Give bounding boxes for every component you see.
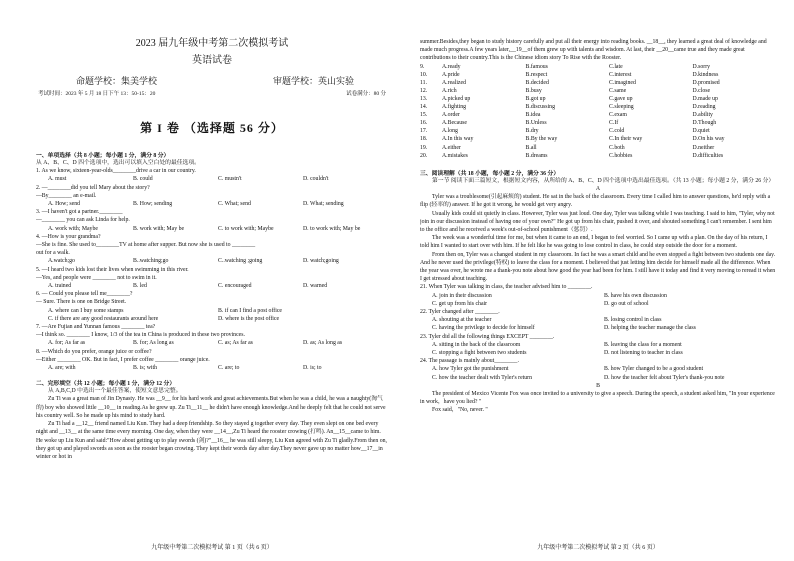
option-row <box>36 339 388 347</box>
answer-option[interactable]: A. sitting in the back of the classroom <box>432 341 521 348</box>
cloze-number: 18. <box>420 136 428 143</box>
section3-title: 三、阅读理解（共 18 小题，每小题 2 分，满分 36 分） <box>420 170 560 177</box>
question-stem: 5. —I heard two kids lost their lives when swimming in this river. <box>36 266 189 273</box>
option-row <box>420 365 776 381</box>
answer-option[interactable]: C.hobbies <box>609 152 633 159</box>
answer-option[interactable]: C.sleeping <box>609 104 634 111</box>
passage-a-label: A <box>595 185 601 192</box>
answer-option[interactable]: D.Though <box>692 120 717 127</box>
question-stem: 1. As we know, sixteen-year-olds________drive a car in our country. <box>36 168 196 175</box>
answer-option[interactable]: D.difficulties <box>692 152 724 159</box>
answer-option[interactable]: A. for; As far as <box>48 340 86 347</box>
option-row <box>420 341 776 357</box>
answer-option[interactable]: B. How; sending <box>133 201 173 208</box>
cloze-number: 12. <box>420 87 428 94</box>
volume-title: 第 I 卷 （选择题 56 分） <box>140 121 284 135</box>
answer-option[interactable]: D.promised <box>692 79 720 86</box>
answer-option[interactable]: A.picked up <box>442 95 471 102</box>
answer-option[interactable]: B.respect <box>525 71 548 78</box>
answer-option[interactable]: D. couldn't <box>303 176 329 183</box>
answer-option[interactable]: C. as; As far as <box>218 340 253 347</box>
answer-option[interactable]: D.kindness <box>692 71 719 78</box>
cloze-row <box>420 152 776 160</box>
answer-option[interactable]: C. stopping a fight between two students <box>432 350 527 356</box>
answer-option[interactable]: D. how the teacher felt about Tyler's thank-you note <box>604 374 725 381</box>
answer-option[interactable]: D. is; to <box>303 365 322 372</box>
question-line: — Sure. There is one on Bridge Street. <box>36 299 127 306</box>
answer-option[interactable]: C.late <box>609 63 623 70</box>
cloze-row <box>420 71 776 79</box>
answer-option[interactable]: B. is; with <box>133 365 157 372</box>
option-row <box>420 292 776 308</box>
question-line: —________ you can ask Linda for help. <box>36 217 130 224</box>
answer-option[interactable]: A.Because <box>442 120 467 127</box>
option-row <box>36 200 388 208</box>
cloze-row <box>420 127 776 135</box>
answer-option[interactable]: D. go out of school <box>604 300 649 307</box>
answer-option[interactable]: B.By the way <box>525 136 558 143</box>
passage-a-p1: Tyler was a troublesome(引起麻烦的) student. He sat in the back of the classroom. Every time I called him to answer questions, he'd reply with a flip (轻率的) answer. If he got it wrong, he would get very angry. <box>420 194 771 209</box>
answer-option[interactable]: D.sorry <box>692 63 711 70</box>
answer-option[interactable]: D.On his way <box>692 136 725 143</box>
cloze-row <box>420 87 776 95</box>
answer-option[interactable]: D. to work with; May be <box>303 225 361 232</box>
option-row <box>36 364 388 372</box>
cloze-row <box>420 119 776 127</box>
question-line: —Either ________ OK. But in fact, I prefer coffee ________ orange juice. <box>36 356 210 363</box>
answer-option[interactable]: A. are; with <box>48 365 76 372</box>
answer-option[interactable]: C. are; to <box>218 365 240 372</box>
answer-option[interactable]: A.fighting <box>442 104 466 111</box>
section3-intro: 第一节 阅读下面三篇短文，根据短文内容，从所给的 A、B、C、D 四个选项中选出最佳选项。（共 13 小题；每小题 2 分，满分 26 分） <box>432 177 775 184</box>
answer-option[interactable]: C. What; send <box>218 201 251 208</box>
answer-option[interactable]: D. watch;going <box>303 258 339 265</box>
answer-option[interactable]: A.realized <box>442 79 466 86</box>
question-line: —Yes, and people were ________ not to swim in it. <box>36 274 157 281</box>
question-stem: 2. —________did you tell Mary about the story? <box>36 184 150 191</box>
passage-b-p1: The president of Mexico Vicente Fox was once invited to a university to give a speech. During the speech, a student asked him, "In your experience in work，have you lied? " <box>420 391 775 406</box>
answer-option[interactable]: C.same <box>609 87 627 94</box>
exam-title: 2023 届九年级中考第二次模拟考试 <box>135 38 289 49</box>
answer-option[interactable]: A.In this way <box>442 136 474 143</box>
cloze-number: 16. <box>420 120 428 127</box>
answer-option[interactable]: C.In their way <box>609 136 643 143</box>
answer-option[interactable]: A.order <box>442 112 460 119</box>
answer-option[interactable]: C.both <box>609 144 625 151</box>
answer-option[interactable]: C.imagined <box>609 79 636 86</box>
cloze-paragraph-3: summer.Besides,they began to study history carefully and put all their energy into reading books. __18__, they learned a great deal of knowledge and made much progress.A few years later,__19__of them grew up with talents and wisdom. At last, their __20__came true and they made great contributions to their country.This is the Chinese idiom story To Rise with the Rooster. <box>420 39 767 62</box>
answer-option[interactable]: B.dreams <box>525 152 548 159</box>
answer-option[interactable]: D. What; sending <box>303 201 344 208</box>
question-stem: 8. —Which do you prefer, orange juice or coffee? <box>36 348 152 355</box>
question-stem: 23. Tyler did all the following things EXCEPT ________. <box>420 333 555 340</box>
answer-option[interactable]: B.got up <box>525 95 546 102</box>
cloze-row <box>420 111 776 119</box>
passage-a-p2: Usually kids could sit quietly in class. However, Tyler was just loud. One day, Tyler was talking while I was teaching. I said to him, "Tyler, why not join in our discussion instead of having one of your own?" He got up from his chair, pushed it over, and shouted something I can't remember. I sent him to the office and he received a week's out-of-school punishment（惩罚）. <box>420 210 775 233</box>
answer-option[interactable]: A. where can I buy some stamps <box>48 307 124 314</box>
cloze-number: 10. <box>420 71 428 78</box>
answer-option[interactable]: A. how Tyler got the punishment <box>432 366 509 373</box>
answer-option[interactable]: D. warned <box>303 283 328 290</box>
answer-option[interactable]: B. leaving the class for a moment <box>604 341 682 348</box>
question-stem: 24. The passage is mainly about________. <box>420 358 519 365</box>
reading-questions <box>420 283 776 381</box>
cloze-row <box>420 95 776 103</box>
section1-intro: 从 A、B、C、D 四个选项中，选出可以填入空白处的最佳选项。 <box>36 160 200 166</box>
question-stem: 3. —I haven't got a partner.________ <box>36 209 123 216</box>
answer-option[interactable]: C. to work with; Maybe <box>218 225 274 232</box>
answer-option[interactable]: C..watching ;going <box>218 258 263 265</box>
answer-option[interactable]: A.either <box>442 144 461 151</box>
cloze-number: 15. <box>420 112 428 119</box>
section1-title: 一、单项选择（共 8 小题；每小题 1 分，满分 8 分） <box>36 153 170 159</box>
answer-option[interactable]: C. having the privilege to decide for himself <box>432 325 535 332</box>
answer-option[interactable]: D.quiet <box>692 128 710 135</box>
answer-option[interactable]: A.watch;go <box>48 258 75 265</box>
footer-right: 九年级中考第二次模拟考试 第 2 页（共 6 页） <box>537 545 659 551</box>
exam-time: 考试时间：2023 年 5 月 18 日下午 13：50-15：20 <box>38 91 156 97</box>
answer-option[interactable]: B.discussing <box>525 104 555 111</box>
answer-option[interactable]: D. as; As long as <box>303 340 343 347</box>
cloze-paragraph-1: Zu Ti was a great man of Jin Dynasty. He was __9__ for his hard work and great achievements.But when he was a child, he was a naughty(淘气的) boy who showed little __10__ in reading.As he grew up. Zu Ti__11__ he didn't have enough knowledge.And he deeply felt that he could not serve his country well. So he made up his mind to study hard. <box>36 396 386 419</box>
answer-option[interactable]: B. if can I find a post office <box>218 307 282 314</box>
answer-option[interactable]: B..watching;go <box>133 258 169 265</box>
section1-questions <box>36 167 388 372</box>
answer-option[interactable]: A.mistakes <box>442 152 468 159</box>
question-line: —I think so. ________ I know, 1/3 of the tea in China is produced in these two provinces. <box>36 332 245 339</box>
answer-option[interactable]: C. get up from his chair <box>432 300 488 307</box>
cloze-number: 9. <box>420 63 425 70</box>
cloze-row <box>420 135 776 143</box>
answer-option[interactable]: C.interest <box>609 71 632 78</box>
passage-b-label: B <box>596 382 600 389</box>
answer-option[interactable]: B.all <box>525 144 537 151</box>
answer-option[interactable]: C.gave up <box>609 95 633 102</box>
answer-option[interactable]: D.neither <box>692 144 715 151</box>
passage-b-p2: Fox said，"No, never. " <box>432 407 488 414</box>
cloze-number: 20. <box>420 152 428 159</box>
answer-option[interactable]: C. encouraged <box>218 283 252 290</box>
answer-option[interactable]: B.famous <box>525 63 548 70</box>
answer-option[interactable]: A. work with; Maybe <box>48 225 98 232</box>
answer-option[interactable]: B. led <box>133 283 147 290</box>
answer-option[interactable]: B.idea <box>525 112 541 119</box>
meta-row <box>36 89 388 97</box>
answer-option[interactable]: B. how Tyler changed to be a good student <box>604 366 704 373</box>
answer-option[interactable]: A. join in their discussion <box>432 292 492 299</box>
question-stem: 6. — Could you please tell me________? <box>36 291 133 298</box>
answer-option[interactable]: D.reading <box>692 104 716 111</box>
answer-option[interactable]: A.ready <box>442 63 461 70</box>
answer-option[interactable]: A.pride <box>442 71 460 78</box>
answer-option[interactable]: C.cold <box>609 128 625 135</box>
answer-option[interactable]: B. have his own discussion <box>604 292 667 299</box>
answer-option[interactable]: B.decided <box>525 79 549 86</box>
answer-option[interactable]: B.busy <box>525 87 542 94</box>
question-stem: 22. Tyler changed after ________. <box>420 308 500 315</box>
answer-option[interactable]: C. mustn't <box>218 176 242 183</box>
option-row <box>36 175 388 183</box>
cloze-number: 11. <box>420 79 428 86</box>
answer-option[interactable]: D. not listening to teacher in class <box>604 350 683 356</box>
answer-option[interactable]: A. trained <box>48 283 72 290</box>
section2-intro: 从 A,B,C,D 中选出一个最佳答案，使短文意思完整。 <box>48 388 182 395</box>
left-page <box>36 0 388 561</box>
answer-option[interactable]: B. for; As long as <box>133 340 174 347</box>
cloze-options <box>420 63 776 160</box>
passage-a-p3: The week was a wonderful time for me, but when it came to an end, I began to feel worried. So I came up with a plan. On the day of his return, I told him I wanted to start over with him. If he felt like he was going to lose control in class, he could step outside the door for a moment. <box>420 235 768 250</box>
cloze-number: 13. <box>420 95 428 102</box>
answer-option[interactable]: B. losing control in class <box>604 317 662 324</box>
footer-left: 九年级中考第二次模拟考试 第 1 页（共 6 页） <box>151 545 273 551</box>
section2-title: 二、完形填空（共 12 小题；每小题 1 分，满分 12 分） <box>36 381 176 388</box>
question-stem: 4. —How is your grandma? <box>36 233 101 240</box>
school-row <box>36 74 388 87</box>
answer-option[interactable]: A. shouting at the teacher <box>432 317 492 324</box>
option-row <box>36 307 388 323</box>
option-row <box>36 225 388 233</box>
question-stem: 7. —Are Fujian and Yunnan famous ________ tea? <box>36 324 156 331</box>
question-line: out for a walk. <box>36 250 70 257</box>
cloze-row <box>420 103 776 111</box>
cloze-row <box>420 63 776 71</box>
answer-option[interactable]: D.close <box>692 87 711 94</box>
cloze-number: 19. <box>420 144 428 151</box>
cloze-paragraph-2: Zu Ti had a __12__ friend named Liu Kun. They had a deep friendship. So they stayed g together every day. They even slept on one bed every night and __13__ at the same time every morning. One day, when they were __14__,Zu Ti heard the rooster crowing (打鸣). An__15__came to him. He woke up Liu Kun and said:"How about getting up to play swords (剑)?"__16__ he was still sleepy, Liu Kun agreed with Zu Ti gladly.From then on, they got up and played swords as soon as the rooster began crowing. They kept their words day after day.They never gave up no matter how__17__in winter or hot in <box>36 421 387 460</box>
answer-option[interactable]: C. if there are any good restaurants around here <box>48 315 159 322</box>
right-page <box>420 0 776 561</box>
answer-option[interactable]: C.exam <box>609 112 627 119</box>
exam-score: 试卷满分：80 分 <box>346 91 386 97</box>
cloze-row <box>420 79 776 87</box>
answer-option[interactable]: A. How; send <box>48 201 81 208</box>
cloze-row <box>420 144 776 152</box>
option-row <box>36 257 388 265</box>
school-right: 审题学校：英山实验 <box>272 76 354 86</box>
passage-a-p4: From then on, Tyler was a changed student in my classroom. In fact he was a smart child and he even stopped a fight between two students one day. And he never used the privilege(特权) to leave the class for a moment. I believed that just letting him decide for himself made all the difference. When the year was over, he wrote me a thank-you note about how good the year had been for him. I still have it today and find it very moving to reread it when I get stressed about teaching. <box>420 251 776 283</box>
answer-option[interactable]: C. how the teacher dealt with Tyler's return <box>432 374 533 381</box>
question-line: —She is fine. She used to________TV at home after supper. But now she is used to ________ <box>36 242 256 249</box>
answer-option[interactable]: B. work with; May be <box>133 225 185 232</box>
question-stem: 21. When Tyler was talking in class, the teacher advised him to ________. <box>420 284 593 291</box>
option-row <box>36 282 388 290</box>
exam-subtitle: 英语试卷 <box>192 55 232 66</box>
question-line: —By________ an e-mail. <box>36 192 97 199</box>
answer-option[interactable]: D. where is the post office <box>218 315 280 322</box>
answer-option[interactable]: D. helping the teacher manage the class <box>604 325 696 332</box>
answer-option[interactable]: A.rich <box>442 87 457 94</box>
cloze-number: 17. <box>420 128 428 135</box>
answer-option[interactable]: B.dry <box>525 128 539 135</box>
answer-option[interactable]: C.If <box>609 120 619 127</box>
answer-option[interactable]: D.ability <box>692 112 713 119</box>
cloze-number: 14. <box>420 104 428 111</box>
answer-option[interactable]: B.Unless <box>525 120 547 127</box>
answer-option[interactable]: B. could <box>133 176 153 183</box>
school-left: 命题学校：集美学校 <box>76 76 158 86</box>
answer-option[interactable]: A. must <box>48 176 67 183</box>
option-row <box>420 316 776 332</box>
answer-option[interactable]: D.made up <box>692 95 718 102</box>
answer-option[interactable]: A.long <box>442 128 458 135</box>
